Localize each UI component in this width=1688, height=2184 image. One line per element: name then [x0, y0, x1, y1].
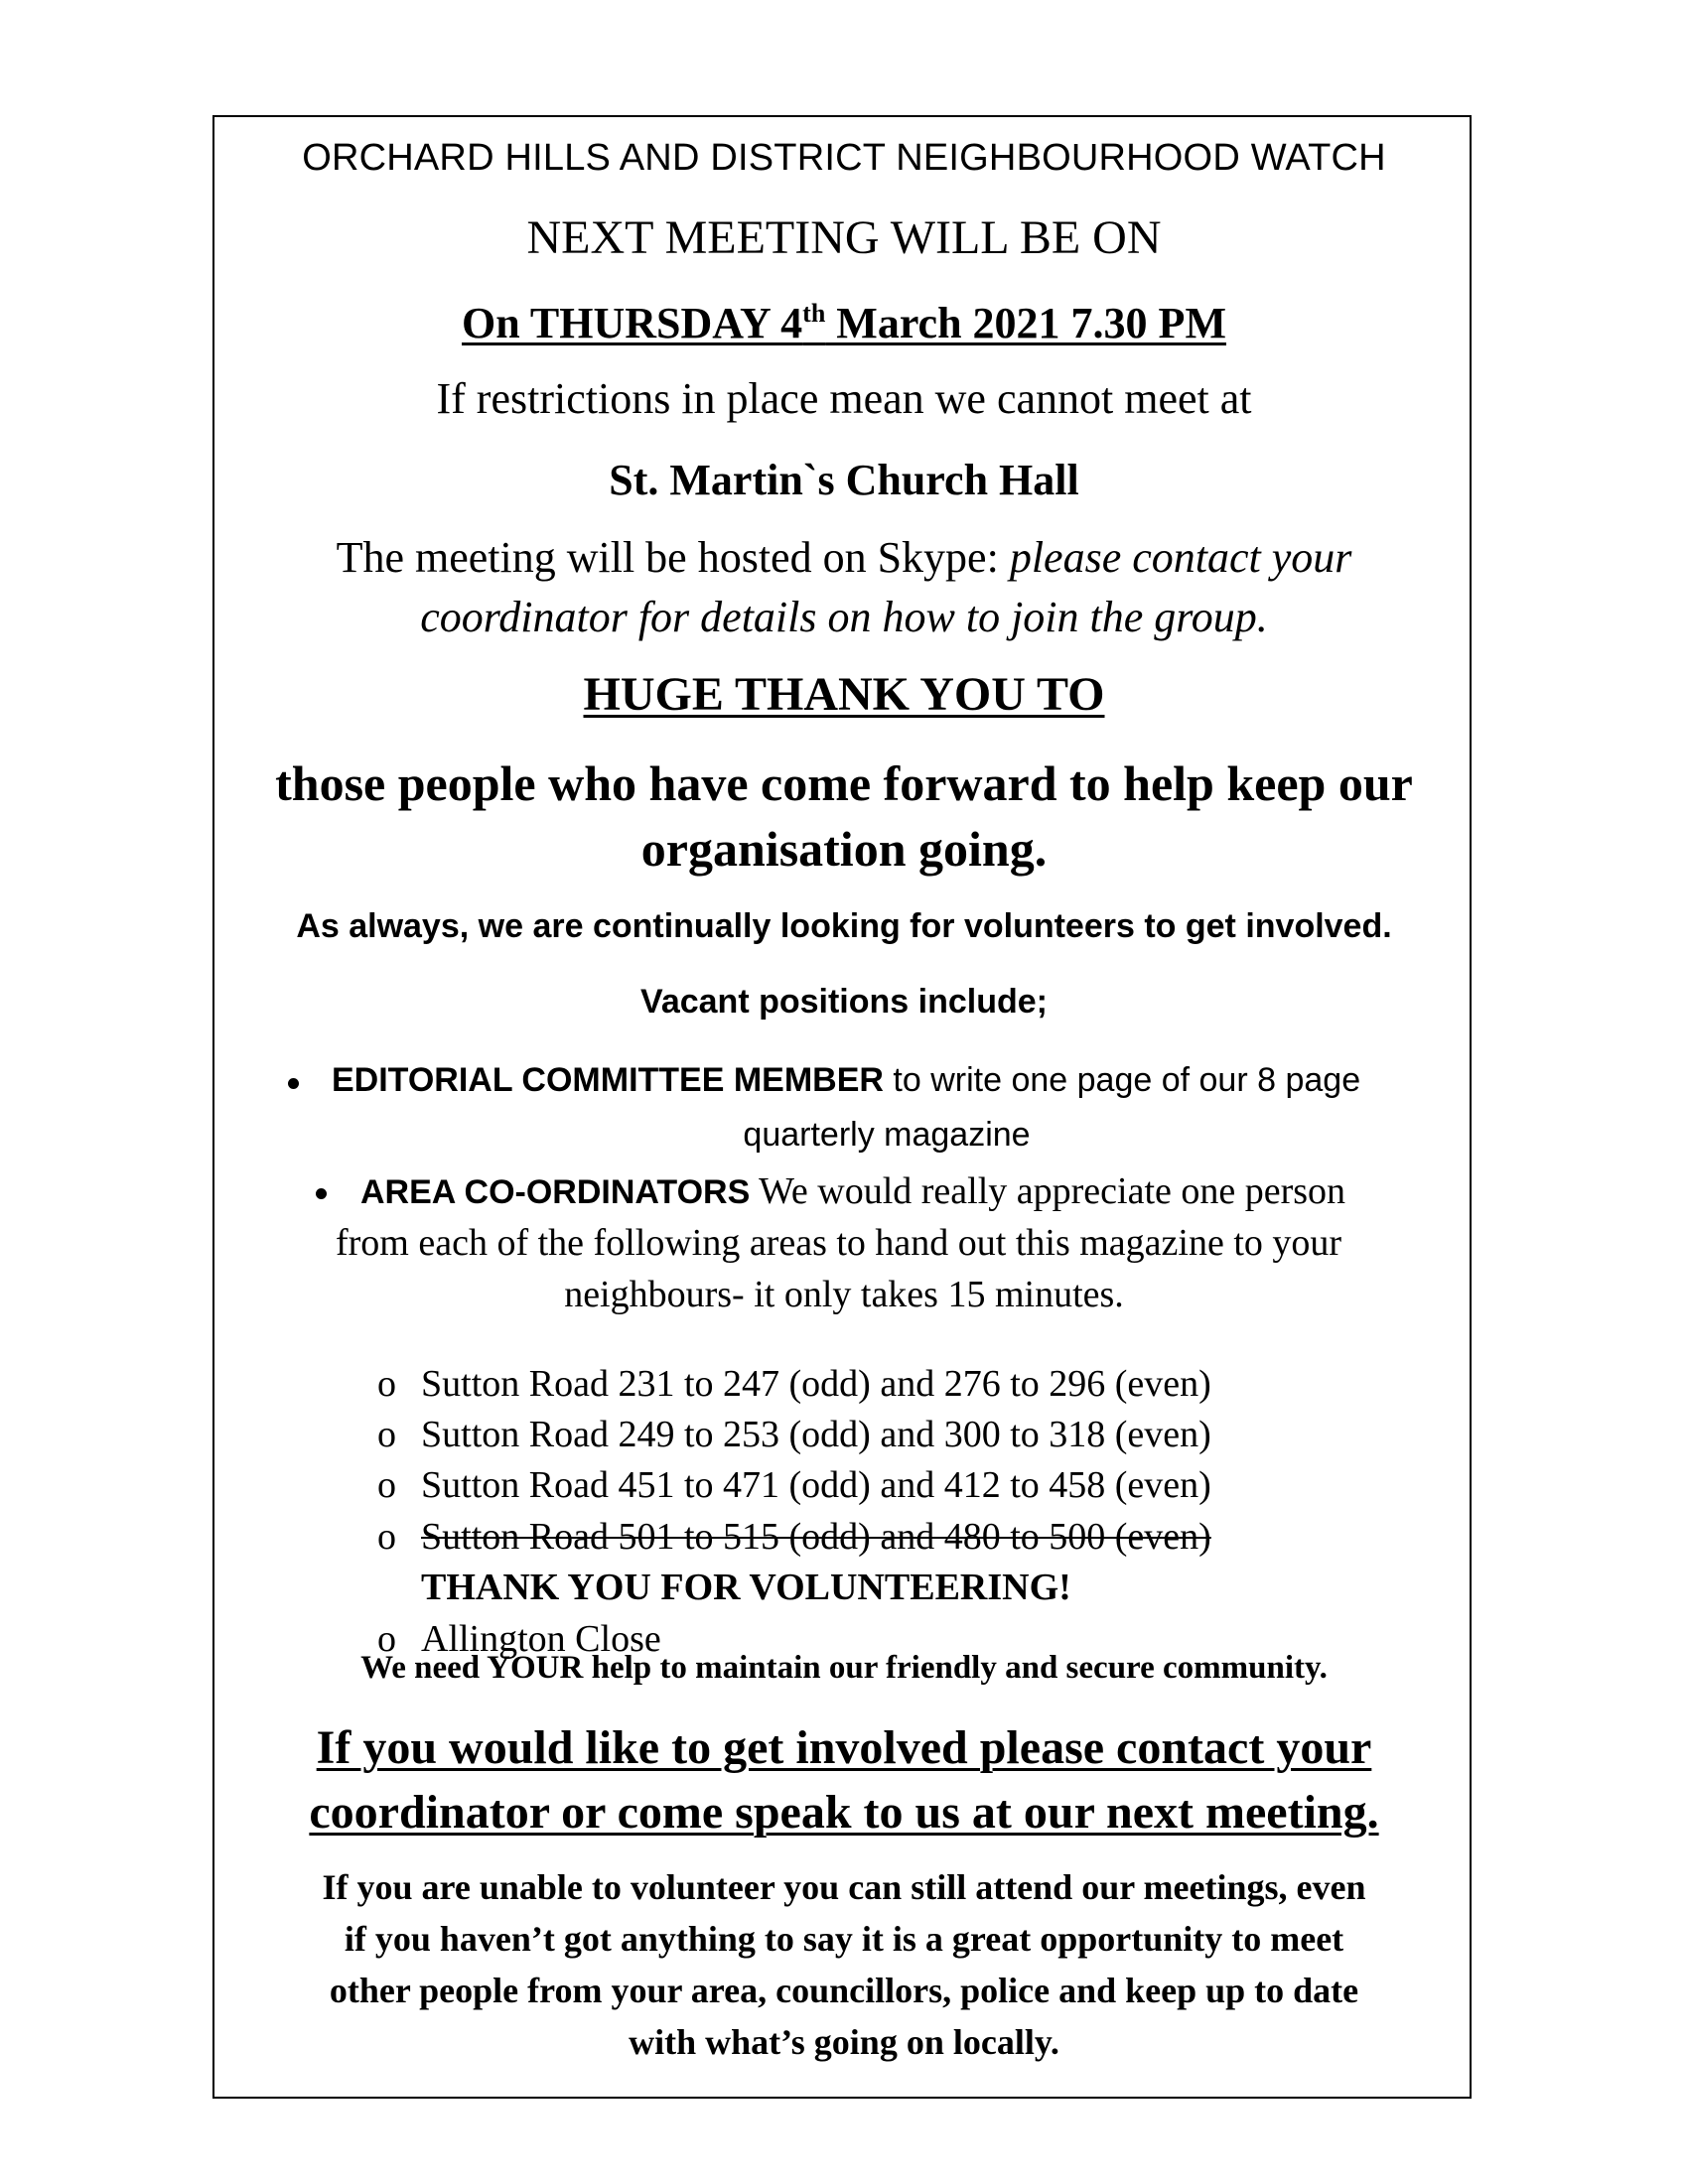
restrictions-note: If restrictions in place mean we cannot meet at — [436, 374, 1252, 423]
org-title: ORCHARD HILLS AND DISTRICT NEIGHBOURHOOD WATCH — [302, 137, 1386, 179]
hollow-bullet-icon: o — [377, 1414, 396, 1455]
skype-note-line1 — [0, 532, 1688, 583]
volunteered-note: THANK YOU FOR VOLUNTEERING! — [421, 1567, 1071, 1608]
area-line1 — [360, 1169, 1345, 1213]
area-list-item — [377, 1413, 1211, 1456]
area-line3: neighbours- it only takes 15 minutes. — [564, 1274, 1124, 1315]
hollow-bullet-icon: o — [377, 1363, 396, 1405]
thanks-body-line2: organisation going. — [640, 821, 1048, 877]
get-involved-line1: If you would like to get involved please contact your — [316, 1721, 1372, 1774]
skype-plain-text: The meeting will be hosted on Skype: — [336, 533, 1010, 582]
unable-note-line3: other people from your area, councillors, police and keep up to date — [329, 1971, 1359, 2010]
area-list-item-text: Sutton Road 231 to 247 (odd) and 276 to 296 (even) — [421, 1363, 1211, 1405]
meeting-date — [0, 298, 1688, 348]
thanks-heading: HUGE THANK YOU TO — [583, 668, 1105, 721]
vacant-positions-heading: Vacant positions include; — [640, 983, 1048, 1021]
bullet-icon — [288, 1078, 299, 1089]
area-line2: from each of the following areas to hand out this magazine to your — [336, 1222, 1342, 1264]
editorial-text-1: to write one page of our 8 page — [883, 1061, 1361, 1099]
area-list-item-text: Sutton Road 451 to 471 (odd) and 412 to 458 (even) — [421, 1464, 1211, 1506]
next-meeting-heading: NEXT MEETING WILL BE ON — [526, 211, 1162, 264]
area-text-1: We would really appreciate one person — [750, 1170, 1346, 1212]
area-list-item-text: Sutton Road 249 to 253 (odd) and 300 to 318 (even) — [421, 1414, 1211, 1455]
need-help-note: We need YOUR help to maintain our friendly and secure community. — [360, 1650, 1328, 1686]
area-list-item — [377, 1463, 1211, 1507]
meeting-date-rest: March 2021 7.30 PM — [825, 299, 1226, 347]
area-list-item — [377, 1362, 1211, 1406]
area-list-item-text: Sutton Road 501 to 515 (odd) and 480 to 500 (even) — [421, 1516, 1211, 1558]
unable-note-line4: with what’s going on locally. — [629, 2022, 1059, 2062]
meeting-date-prefix: On THURSDAY 4 — [462, 299, 803, 347]
hollow-bullet-icon: o — [377, 1618, 396, 1660]
area-title: AREA CO-ORDINATORS — [360, 1173, 751, 1211]
volunteers-always: As always, we are continually looking for volunteers to get involved. — [296, 907, 1392, 945]
editorial-line2: quarterly magazine — [743, 1116, 1031, 1154]
editorial-title: EDITORIAL COMMITTEE MEMBER — [332, 1061, 884, 1099]
unable-note-line2: if you haven’t got anything to say it is a great opportunity to meet — [344, 1919, 1344, 1959]
venue-name: St. Martin`s Church Hall — [609, 456, 1079, 504]
skype-italic-text-1: please contact your — [1009, 533, 1352, 582]
bullet-icon — [316, 1188, 327, 1199]
hollow-bullet-icon: o — [377, 1464, 396, 1506]
hollow-bullet-icon: o — [377, 1516, 396, 1558]
area-list-item-text: Allington Close — [421, 1618, 661, 1660]
unable-note-line1: If you are unable to volunteer you can still attend our meetings, even — [322, 1867, 1366, 1907]
thanks-body-line1: those people who have come forward to help keep our — [275, 755, 1413, 811]
skype-note-line2: coordinator for details on how to join the group. — [420, 593, 1268, 641]
area-list-item-filled — [377, 1515, 1211, 1559]
editorial-line1 — [332, 1061, 1360, 1100]
meeting-date-ordinal: th — [802, 299, 826, 328]
get-involved-line2: coordinator or come speak to us at our next meeting. — [309, 1786, 1379, 1839]
